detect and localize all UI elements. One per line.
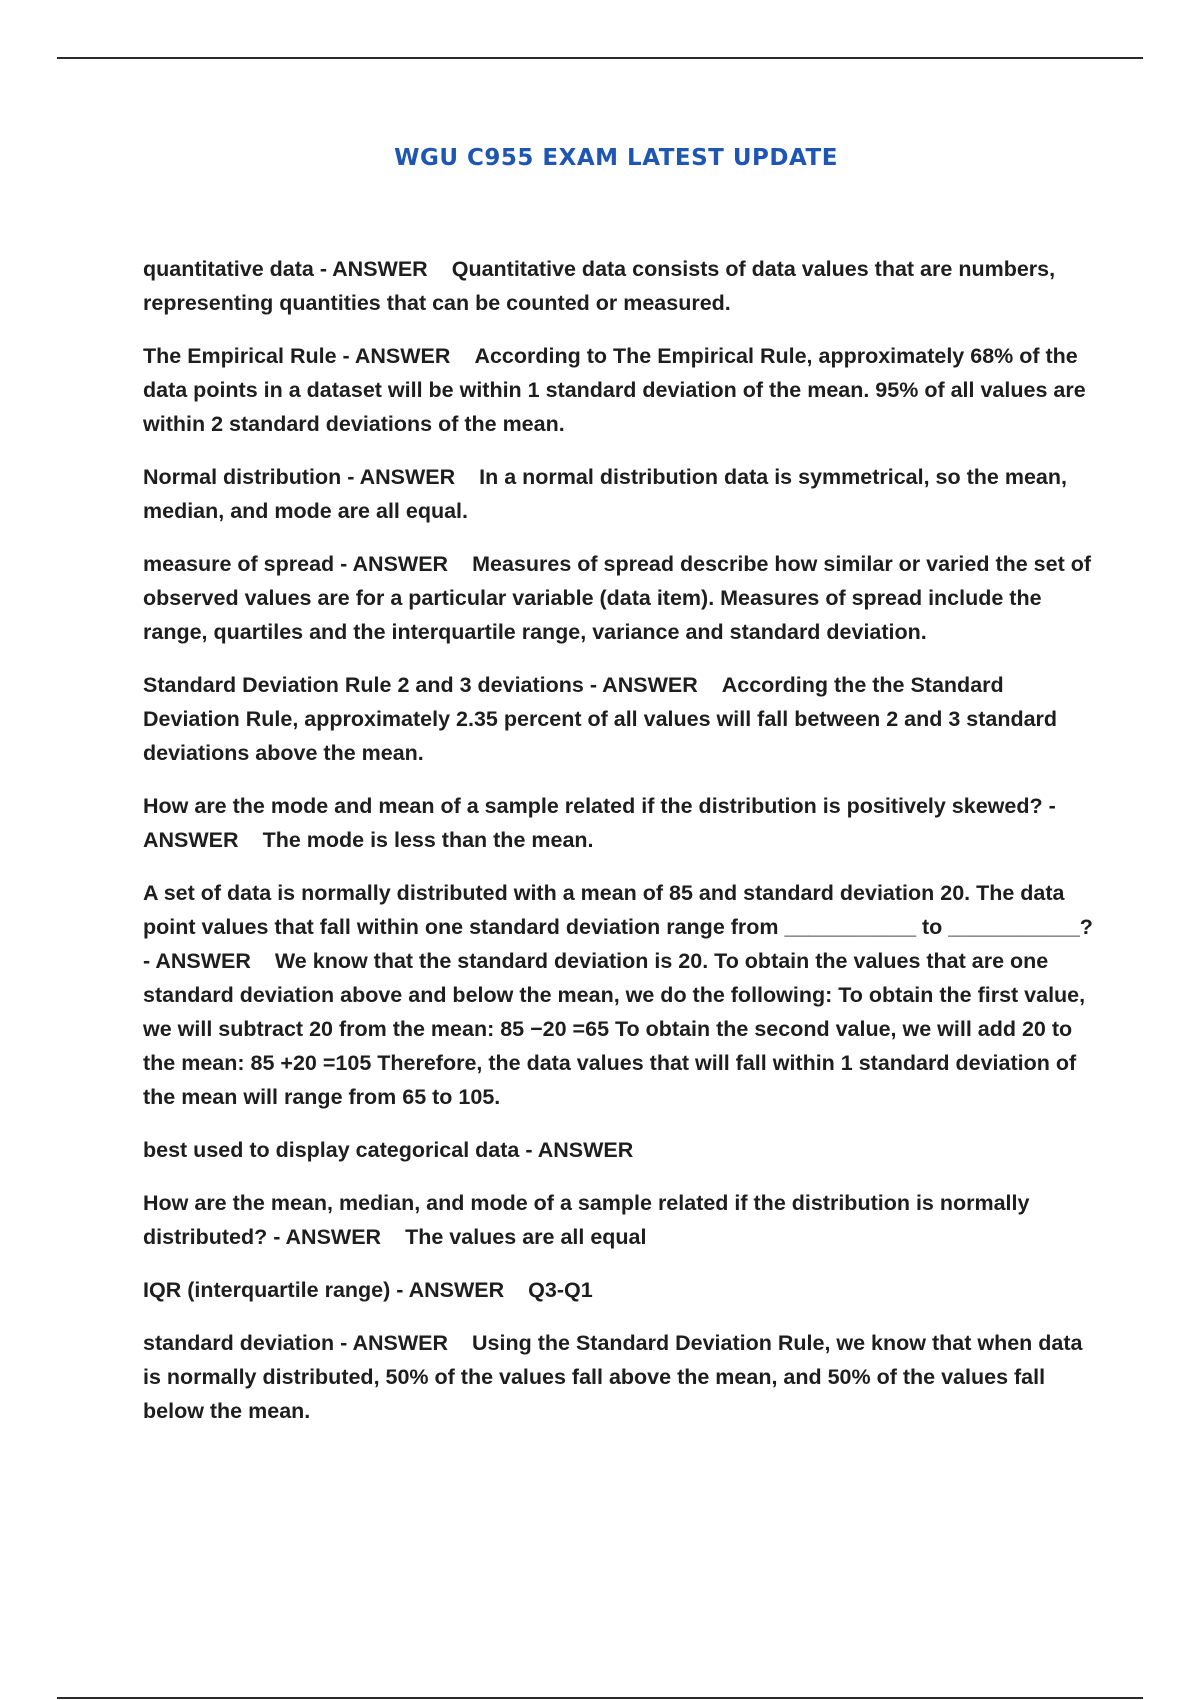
answer-text: Using the Standard Deviation Rule, we know that when data is normally distributed, 50% of the values fall above the mean, and 50% of the values fall below the mean. xyxy=(143,1331,1083,1423)
answer-label: ANSWER xyxy=(408,1278,505,1302)
qa-entry: best used to display categorical data - ANSWER xyxy=(143,1138,634,1162)
question-text: best used to display categorical data xyxy=(143,1138,520,1162)
answer-label: ANSWER xyxy=(602,673,698,697)
qa-entry: The Empirical Rule - ANSWER According to The Empirical Rule, approximately 68% of the data points in a dataset will be within 1 standard deviation of the mean. 95% of all values are within 2 standard deviations of the mean. xyxy=(143,344,1086,436)
answer-text: Quantitative data consists of data values that are numbers, representing quantities that can be counted or measured. xyxy=(143,257,1056,315)
answer-label: ANSWER xyxy=(155,949,251,973)
answer-text: According the the Standard Deviation Rule, approximately 2.35 percent of all values will fall between 2 and 3 standard deviations above the mean. xyxy=(143,673,1058,765)
answer-text: Measures of spread describe how similar or varied the set of observed values are for a particular variable (data item). Measures of spread include the range, quartiles and the interquartile range, variance and standard deviation. xyxy=(143,552,1092,644)
answer-text: The values are all equal xyxy=(405,1225,647,1249)
qa-entry: Standard Deviation Rule 2 and 3 deviations - ANSWER According the the Standard Deviation Rule, approximately 2.35 percent of all values will fall between 2 and 3 standard deviations above the mean. xyxy=(143,673,1058,765)
qa-entry: A set of data is normally distributed with a mean of 85 and standard deviation 20. The data point values that fall within one standard deviation range from ___________ to ___________? - ANSWER We know that the standard deviation is 20. To obtain the values that are one standard deviation above and below the mean, we do the following: To obtain the first value, we will subtract 20 from the mean: 85 −20 =65 To obtain the second value, we will add 20 to the mean: 85 +20 =105 Therefore, the data values that will fall within 1 standard deviation of the mean will range from 65 to 105. xyxy=(143,881,1093,1109)
question-text: measure of spread xyxy=(143,552,335,576)
answer-text: Q3-Q1 xyxy=(528,1278,593,1302)
top-rule xyxy=(57,57,1143,59)
answer-text: According to The Empirical Rule, approximately 68% of the data points in a dataset will be within 1 standard deviation of the mean. 95% of all values are within 2 standard deviations of the mean. xyxy=(143,344,1086,436)
qa-entry: Normal distribution - ANSWER In a normal distribution data is symmetrical, so the mean, median, and mode are all equal. xyxy=(143,465,1067,523)
qa-list xyxy=(143,252,1098,1447)
question-text: A set of data is normally distributed with a mean of 85 and standard deviation 20. The data point values that fall within one standard deviation range from ___________ to ___________? xyxy=(143,881,1093,939)
answer-label: ANSWER xyxy=(143,828,239,852)
answer-text: The mode is less than the mean. xyxy=(262,828,594,852)
qa-entry: IQR (interquartile range) - ANSWER Q3-Q1 xyxy=(143,1278,593,1302)
qa-entry: quantitative data - ANSWER Quantitative data consists of data values that are numbers, representing quantities that can be counted or measured. xyxy=(143,257,1056,315)
answer-label: ANSWER xyxy=(354,344,451,368)
question-text: Standard Deviation Rule 2 and 3 deviations xyxy=(143,673,584,697)
answer-label: ANSWER xyxy=(352,1331,449,1355)
qa-entry: measure of spread - ANSWER Measures of spread describe how similar or varied the set of observed values are for a particular variable (data item). Measures of spread include the range, quartiles and the interquartile range, variance and standard deviation. xyxy=(143,552,1092,644)
question-text: How are the mean, median, and mode of a sample related if the distribution is normally distributed? xyxy=(143,1191,1030,1249)
answer-label: ANSWER xyxy=(332,257,428,281)
answer-text: We know that the standard deviation is 20. To obtain the values that are one standard deviation above and below the mean, we do the following: To obtain the first value, we will subtract 20 from the mean: 85 −20 =65 To obtain the second value, we will add 20 to the mean: 85 +20 =105 Therefore, the data values that will fall within 1 standard deviation of the mean will range from 65 to 105. xyxy=(143,949,1086,1109)
question-text: IQR (interquartile range) xyxy=(143,1278,391,1302)
question-text: standard deviation xyxy=(143,1331,335,1355)
document-title: WGU C955 EXAM LATEST UPDATE xyxy=(394,145,838,171)
answer-text: In a normal distribution data is symmetrical, so the mean, median, and mode are all equal. xyxy=(143,465,1067,523)
question-text: The Empirical Rule xyxy=(143,344,337,368)
qa-entry: standard deviation - ANSWER Using the Standard Deviation Rule, we know that when data is normally distributed, 50% of the values fall above the mean, and 50% of the values fall below the mean. xyxy=(143,1331,1083,1423)
question-text: How are the mode and mean of a sample related if the distribution is positively skewed? xyxy=(143,794,1043,818)
answer-label: ANSWER xyxy=(352,552,449,576)
bottom-rule xyxy=(57,1697,1143,1699)
answer-label: ANSWER xyxy=(359,465,456,489)
qa-entry: How are the mean, median, and mode of a sample related if the distribution is normally distributed? - ANSWER The values are all equal xyxy=(143,1191,1030,1249)
question-text: Normal distribution xyxy=(143,465,342,489)
question-text: quantitative data xyxy=(143,257,314,281)
qa-entry: How are the mode and mean of a sample related if the distribution is positively skewed? - ANSWER The mode is less than the mean. xyxy=(143,794,1056,852)
answer-label: ANSWER xyxy=(285,1225,382,1249)
answer-label: ANSWER xyxy=(537,1138,634,1162)
